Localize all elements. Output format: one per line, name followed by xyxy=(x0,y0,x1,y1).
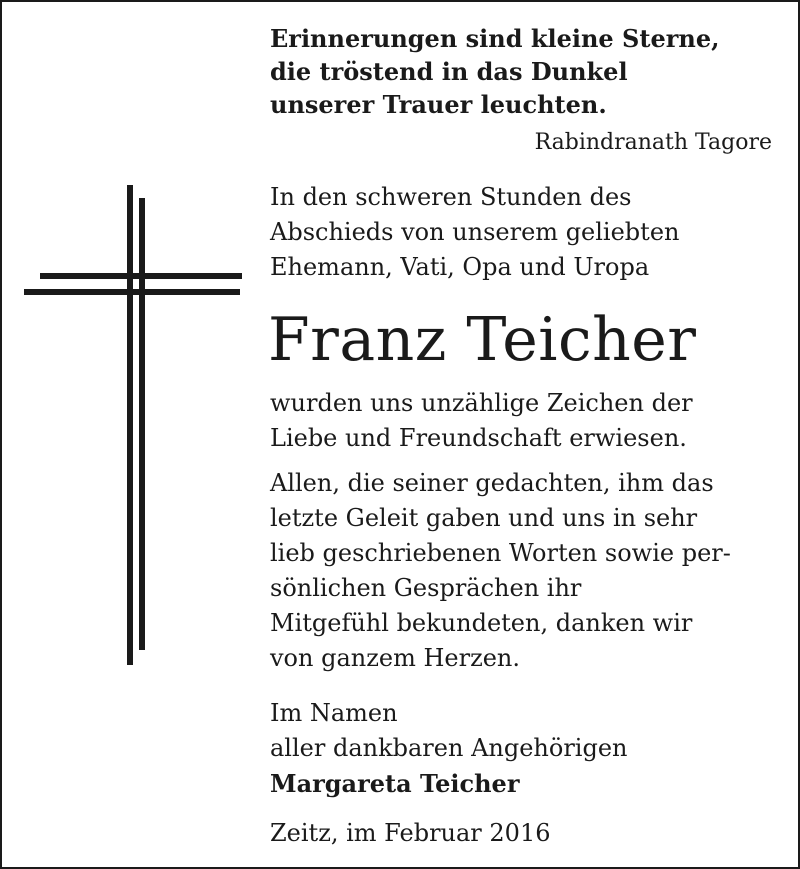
body-line: Liebe und Freundschaft erwiesen. xyxy=(270,424,687,452)
intro-line: In den schweren Stunden des xyxy=(270,183,632,211)
quote-line: unserer Trauer leuchten. xyxy=(270,90,607,119)
signature-block xyxy=(270,696,628,801)
body-line: Mitgefühl bekundeten, danken wir xyxy=(270,609,693,637)
signature-line: aller dankbaren Angehörigen xyxy=(270,734,628,762)
intro-line: Abschieds von unserem geliebten xyxy=(270,218,680,246)
thanks-text xyxy=(270,386,693,456)
body-line: letzte Geleit gaben und uns in sehr xyxy=(270,504,698,532)
body-line: Allen, die seiner gedachten, ihm das xyxy=(270,469,714,497)
deceased-name: Franz Teicher xyxy=(268,305,697,375)
intro-text xyxy=(270,180,679,285)
intro-line: Ehemann, Vati, Opa und Uropa xyxy=(270,253,650,281)
quote-line: Erinnerungen sind kleine Sterne, xyxy=(270,24,720,53)
place-date-line: Zeitz, im Februar 2016 xyxy=(270,819,551,847)
quote-author: Rabindranath Tagore xyxy=(534,130,772,155)
quote-line: die tröstend in das Dunkel xyxy=(270,57,628,86)
signer-name: Margareta Teicher xyxy=(270,769,520,798)
gratitude-text xyxy=(270,466,731,676)
place-date xyxy=(270,816,551,851)
body-line: wurden uns unzählige Zeichen der xyxy=(270,389,693,417)
signature-line: Im Namen xyxy=(270,699,398,727)
body-line: von ganzem Herzen. xyxy=(270,644,520,672)
quote xyxy=(270,22,770,121)
body-line: lieb geschriebenen Worten sowie per- xyxy=(270,539,731,567)
body-line: sönlichen Gesprächen ihr xyxy=(270,574,582,602)
